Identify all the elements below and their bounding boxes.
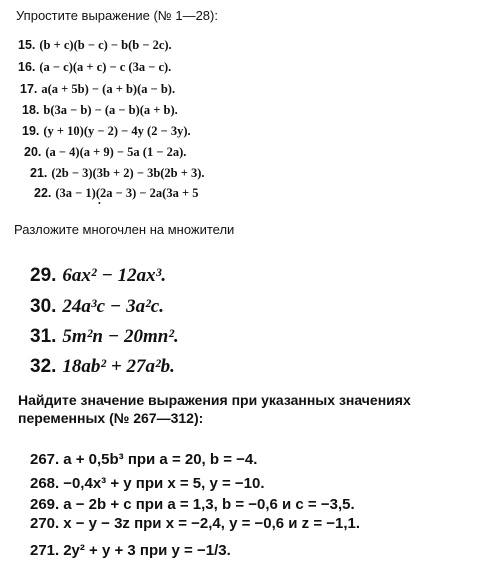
- exercise-expression: (3a − 1)(2a − 3) − 2a(3a + 5: [55, 186, 199, 200]
- exercise-expression: 5m²n − 20mn².: [62, 326, 179, 347]
- exercise-19: [22, 124, 191, 139]
- exercise-expression: −0,4x³ + y при x = 5, y = −10.: [63, 475, 265, 492]
- exercise-29: [30, 265, 166, 287]
- exercise-267: [30, 451, 257, 469]
- exercise-expression: 18ab² + 27a²b.: [62, 356, 175, 377]
- exercise-number: 16.: [18, 60, 36, 74]
- exercise-number: 15.: [18, 38, 36, 52]
- exercise-expression: (y + 10)(y − 2) − 4y (2 − 3y).: [43, 124, 191, 138]
- section-2-title: Разложите многочлен на множители: [14, 222, 235, 237]
- exercise-17: [20, 82, 175, 97]
- exercise-number: 271.: [30, 542, 60, 559]
- exercise-270: [30, 515, 360, 533]
- exercise-number: 31.: [30, 326, 57, 347]
- exercise-expression: (b + c)(b − c) − b(b − 2c).: [39, 38, 172, 52]
- exercise-expression: a + 0,5b³ при a = 20, b = −4.: [63, 451, 258, 468]
- exercise-expression: 6ax² − 12ax³.: [62, 265, 167, 286]
- exercise-number: 20.: [24, 145, 42, 159]
- exercise-expression: 24a³c − 3a²c.: [62, 296, 164, 317]
- exercise-269: [30, 496, 355, 514]
- exercise-number: 267.: [30, 451, 60, 468]
- exercise-number: 21.: [30, 166, 48, 180]
- exercise-20: [24, 145, 186, 160]
- exercise-16: [18, 60, 171, 75]
- exercise-31: [30, 326, 179, 348]
- exercise-expression: a(a + 5b) − (a + b)(a − b).: [41, 82, 176, 96]
- exercise-22: [34, 186, 198, 201]
- exercise-expression: x − y − 3z при x = −2,4, y = −0,6 и z = −1,1.: [63, 515, 361, 532]
- exercise-number: 32.: [30, 356, 57, 377]
- exercise-number: 29.: [30, 265, 57, 286]
- exercise-21: [30, 166, 205, 181]
- scan-dot: •: [98, 199, 101, 208]
- exercise-expression: b(3a − b) − (a − b)(a + b).: [43, 103, 178, 117]
- exercise-268: [30, 475, 265, 493]
- exercise-expression: (a − 4)(a + 9) − 5a (1 − 2a).: [45, 145, 187, 159]
- exercise-30: [30, 296, 164, 318]
- exercise-32: [30, 356, 175, 378]
- exercise-number: 17.: [20, 82, 38, 96]
- exercise-number: 18.: [22, 103, 40, 117]
- exercise-18: [22, 103, 178, 118]
- exercise-expression: 2y² + y + 3 при y = −1/3.: [63, 542, 231, 559]
- exercise-number: 270.: [30, 515, 60, 532]
- exercise-271: [30, 542, 231, 560]
- exercise-number: 268.: [30, 475, 60, 492]
- exercise-number: 22.: [34, 186, 52, 200]
- exercise-number: 269.: [30, 496, 60, 513]
- section-1-title: Упростите выражение (№ 1—28):: [16, 8, 218, 23]
- exercise-expression: (2b − 3)(3b + 2) − 3b(2b + 3).: [51, 166, 205, 180]
- exercise-15: [18, 38, 172, 53]
- exercise-expression: (a − c)(a + c) − c (3a − c).: [39, 60, 172, 74]
- section-3-title: Найдите значение выражения при указанных значениях переменных (№ 267—312):: [18, 392, 411, 426]
- exercise-expression: a − 2b + c при a = 1,3, b = −0,6 и c = −3,5.: [63, 496, 355, 513]
- exercise-number: 19.: [22, 124, 40, 138]
- exercise-number: 30.: [30, 296, 57, 317]
